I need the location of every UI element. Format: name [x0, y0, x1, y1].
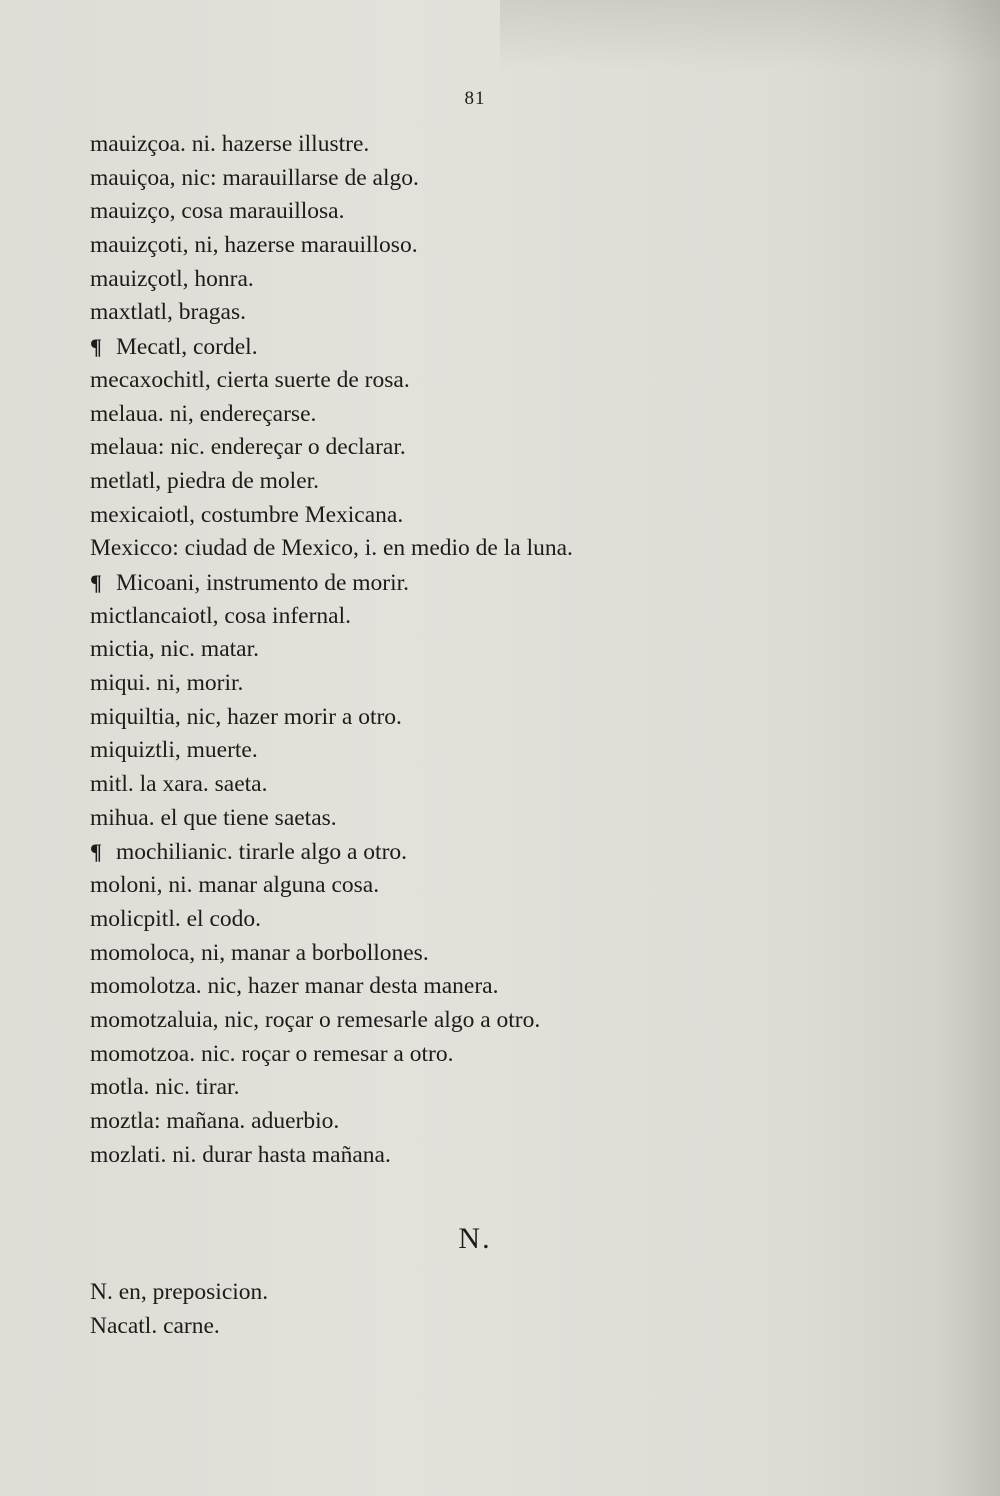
entry-text: mictia, nic. matar.: [90, 636, 260, 663]
dictionary-entry: [90, 532, 573, 566]
entry-text: mecaxochitl, cierta suerte de rosa.: [90, 366, 410, 393]
dictionary-entry: [90, 734, 573, 768]
dictionary-entry: [90, 263, 573, 297]
dictionary-entry: [90, 768, 573, 802]
dictionary-entry: [90, 667, 573, 701]
entry-text: molicpitl. el codo.: [90, 905, 261, 932]
dictionary-entry: [90, 364, 573, 398]
entry-text: mauizço, cosa marauillosa.: [90, 198, 345, 225]
entry-text: moloni, ni. manar alguna cosa.: [90, 872, 380, 899]
entry-text: miquiltia, nic, hazer morir a otro.: [90, 703, 402, 730]
dictionary-entry: [90, 499, 573, 533]
dictionary-entry: [90, 330, 573, 364]
scan-edge-shadow: [940, 0, 1000, 1496]
entry-text: mochilianic. tirarle algo a otro.: [116, 839, 408, 866]
dictionary-entry: [90, 465, 573, 499]
dictionary-entry: N. en, preposicion.: [90, 1279, 269, 1305]
entry-text: mauizçotl, honra.: [90, 265, 254, 292]
entry-text: momoloca, ni, manar a borbollones.: [90, 939, 429, 966]
dictionary-entry: [90, 835, 573, 869]
entry-text: metlatl, piedra de moler.: [90, 467, 320, 494]
entry-text: melaua: nic. endereçar o declarar.: [90, 434, 406, 461]
entry-text: mictlancaiotl, cosa infernal.: [90, 602, 352, 629]
entry-text: motla. nic. tirar.: [90, 1074, 240, 1101]
dictionary-entry: [90, 633, 573, 667]
scan-shadow: [500, 0, 1000, 70]
dictionary-entry: Nacatl. carne.: [90, 1312, 220, 1339]
dictionary-entry: [90, 600, 573, 634]
dictionary-entry: [90, 701, 573, 735]
dictionary-entry: [90, 1139, 573, 1173]
entry-text: Mexicco: ciudad de Mexico, i. en medio de la luna.: [90, 535, 573, 562]
pilcrow-mark: ¶: [90, 839, 102, 865]
entry-text: momotzaluia, nic, roçar o remesarle algo a otro.: [90, 1006, 541, 1033]
dictionary-entry: [90, 1105, 573, 1139]
dictionary-entry: [90, 128, 573, 162]
entry-text: maxtlatl, bragas.: [90, 299, 246, 326]
dictionary-entry: [90, 1071, 573, 1105]
entry-text: mozlati. ni. durar hasta mañana.: [90, 1141, 391, 1168]
dictionary-entry: [90, 970, 573, 1004]
entry-text: mauizçoti, ni, hazerse marauilloso.: [90, 232, 418, 259]
dictionary-entry: [90, 903, 573, 937]
dictionary-entry: [90, 1038, 573, 1072]
dictionary-entry: [90, 937, 573, 971]
entry-text: momotzoa. nic. roçar o remesar a otro.: [90, 1040, 454, 1067]
entry-text: mexicaiotl, costumbre Mexicana.: [90, 501, 404, 528]
entry-text: Micoani, instrumento de morir.: [116, 569, 410, 596]
entry-text: momolotza. nic, hazer manar desta manera.: [90, 973, 499, 1000]
dictionary-entry: [90, 162, 573, 196]
entry-text: moztla: mañana. aduerbio.: [90, 1107, 340, 1134]
dictionary-entry: [90, 195, 573, 229]
dictionary-entry: [90, 1004, 573, 1038]
entry-text: melaua. ni, endereçarse.: [90, 400, 317, 427]
dictionary-entry: [90, 869, 573, 903]
dictionary-entries-m: [90, 128, 573, 1172]
section-heading: N.: [458, 1222, 492, 1255]
entry-text: miquiztli, muerte.: [90, 737, 258, 764]
pilcrow-mark: ¶: [90, 334, 102, 360]
page-number: 81: [464, 88, 486, 109]
dictionary-entry: [90, 802, 573, 836]
entry-text: Mecatl, cordel.: [116, 334, 258, 361]
dictionary-entry: [90, 431, 573, 465]
dictionary-entry: [90, 398, 573, 432]
dictionary-entry: [90, 229, 573, 263]
entry-text: mitl. la xara. saeta.: [90, 771, 268, 798]
dictionary-entries-n: [90, 1276, 268, 1343]
entry-text: mihua. el que tiene saetas.: [90, 804, 337, 831]
entry-text: mauiçoa, nic: marauillarse de algo.: [90, 164, 419, 191]
dictionary-entry: [90, 566, 573, 600]
dictionary-entry: [90, 296, 573, 330]
entry-text: miqui. ni, morir.: [90, 670, 244, 696]
entry-text: mauizçoa. ni. hazerse illustre.: [90, 131, 370, 157]
pilcrow-mark: ¶: [90, 569, 102, 595]
